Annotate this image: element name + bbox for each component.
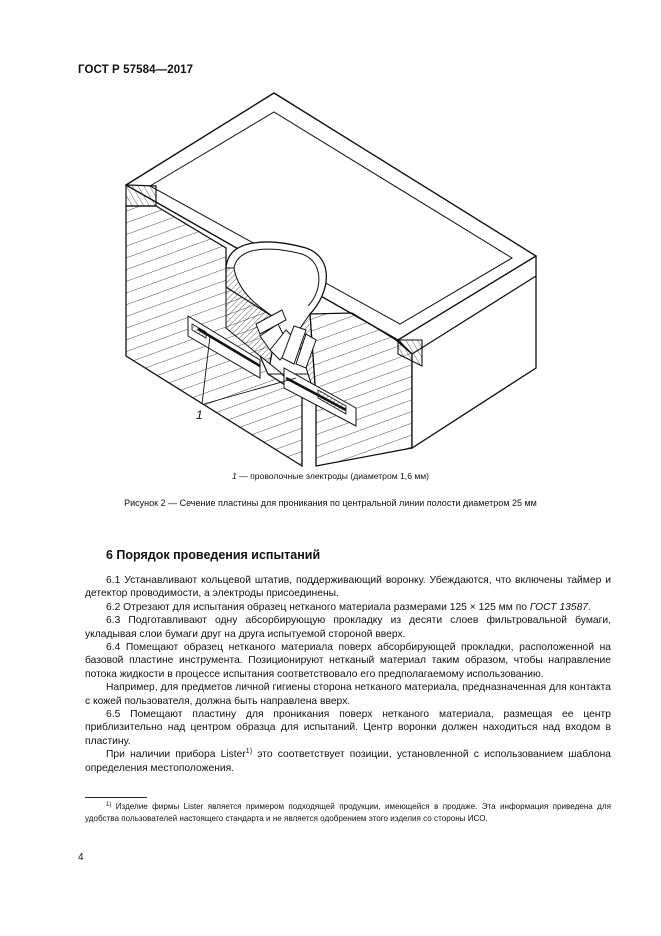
paragraph-6-2-text: 6.2 Отрезают для испытания образец нетканого материала размерами 125 × 125 мм по [106, 601, 530, 613]
footnote [85, 801, 611, 825]
footnote-marker: 1) [106, 802, 112, 808]
paragraph-6-1: 6.1 Устанавливают кольцевой штатив, поддерживающий воронку. Убеждаются, что включены таймер и детектор проводимости, а электроды присоединены. [85, 575, 611, 600]
paragraph-lister-end: это соответствует позиции, установленной с использованием шаблона определения местоположения. [85, 749, 611, 774]
paragraph-6-3: 6.3 Подготавливают одну абсорбирующую прокладку из десяти слоев фильтровальной бумаги, укладывая слои бумаги друг на друга испытуемой стороной вверх. [85, 615, 611, 640]
paragraph-lister [85, 748, 611, 775]
paragraph-lister-start: При наличии прибора Lister [106, 749, 246, 761]
section-title: 6 Порядок проведения испытаний [106, 548, 321, 562]
legend-text: — проволочные электроды (диаметром 1,6 мм) [236, 471, 430, 481]
figure-caption: Рисунок 2 — Сечение пластины для проникания по центральной линии полости диаметром 25 мм [124, 498, 537, 508]
plate-front-section [126, 185, 156, 206]
paragraph-6-4: 6.4 Помещают образец нетканого материала поверх абсорбирующей прокладки, расположенной на базовой пластине инструмента. Позиционируют нетканый материал таким образом, чтобы направление потока жидкости в процессе испытания соответствовало его предполагаемому использованию. [85, 642, 611, 680]
footnote-divider [85, 797, 147, 798]
footnote-text: Изделие фирмы Lister является примером подходящей продукции, имеющейся в продаже. Эта информация приведена для удобства пользователей настоящего стандарта и не является одобрением этого изделия со стороны ИСО. [85, 802, 611, 823]
section-body [85, 574, 611, 775]
footnote-reference: 1) [245, 748, 253, 756]
paragraph-example: Например, для предметов личной гигиены сторона нетканого материала, предназначенная для контакта с кожей пользователя, должна быть направлена вверх. [85, 682, 611, 707]
legend-number: 1 [231, 471, 237, 481]
paragraph-6-2 [85, 601, 611, 614]
document-header: ГОСТ Р 57584—2017 [78, 64, 194, 76]
paragraph-6-2-end: . [588, 601, 591, 613]
page-number: 4 [78, 852, 84, 863]
penetration-plate-cross-section [110, 88, 570, 468]
paragraph-6-5: 6.5 Помещают пластину для проникания поверх нетканого материала, размещая ее центр приблизительно над центром образца для испытаний. Центр воронки должен находиться над входом в пластину. [85, 709, 611, 747]
standard-reference-link: ГОСТ 13587 [529, 601, 589, 613]
figure-legend [0, 471, 661, 481]
figure-2-drawing [110, 88, 570, 468]
callout-label-1: 1 [196, 408, 203, 422]
